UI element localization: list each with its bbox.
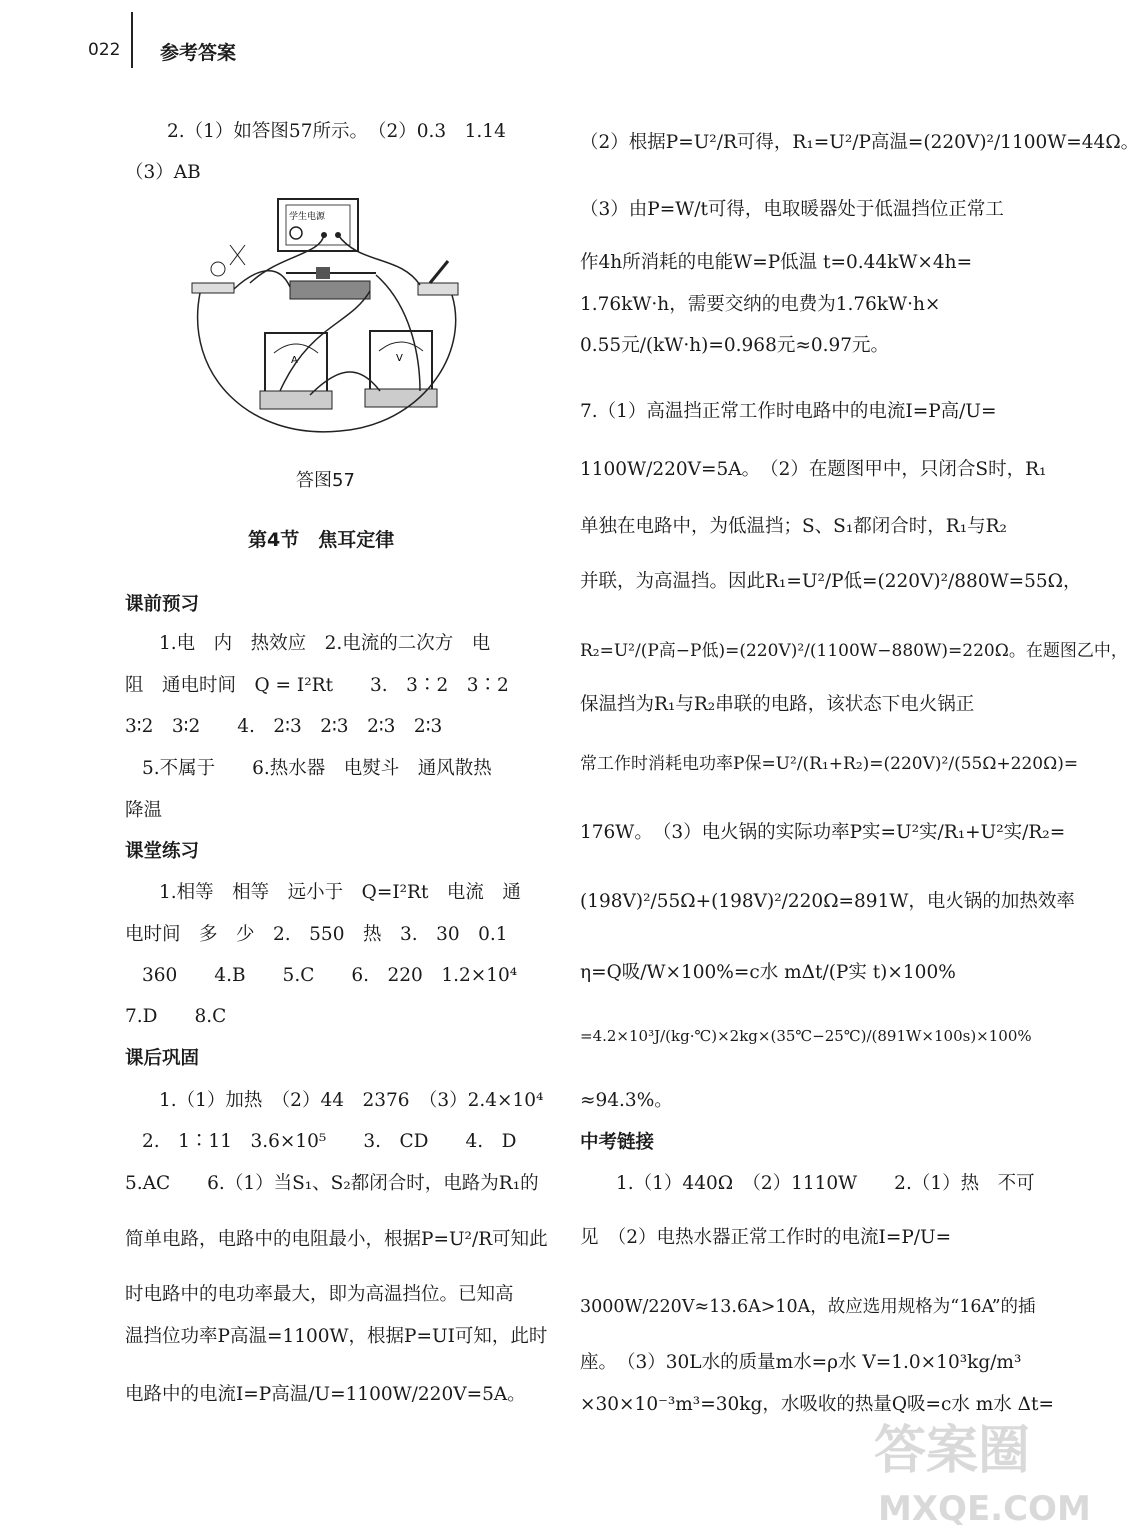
circuit-diagram (190, 195, 480, 449)
answer-line: 2.（1）如答图57所示。 （2）0.3 1.14 (167, 121, 506, 142)
answer-line: （3）AB (125, 162, 201, 183)
watermark-logo (868, 1398, 1091, 1533)
svg-text:MXQE.COM: MXQE.COM (878, 1489, 1091, 1529)
answer-line: （2）根据P=U²/R可得，R₁=U²/P高温=(220V)²/1100W=44Ω。 (580, 132, 1139, 153)
answer-line: 见 （2）电热水器正常工作时的电流I=P/U= (580, 1227, 952, 1248)
answer-line: 176W。 （3）电火锅的实际功率P实=U²实/R₁+U²实/R₂= (580, 822, 1066, 843)
answer-line: R₂=U²/(P高−P低)=(220V)²/(1100W−880W)=220Ω。在题图乙中， (580, 641, 1128, 661)
answer-line: 温挡位功率P高温=1100W，根据P=UI可知，此时 (125, 1326, 548, 1347)
answer-line: 常工作时消耗电功率P保=U²/(R₁+R₂)=(220V)²/(55Ω+220Ω)= (580, 754, 1079, 774)
figure-caption: 答图57 (296, 470, 355, 491)
answer-line: 1.（1）440Ω （2）1110W 2.（1）热 不可 (616, 1173, 1035, 1194)
page-number: 022 (88, 40, 121, 60)
power-supply-label: 学生电源 (289, 212, 326, 222)
subsection-heading: 课堂练习 (125, 841, 200, 862)
answer-line: (198V)²/55Ω+(198V)²/220Ω=891W，电火锅的加热效率 (580, 891, 1075, 912)
answer-line: 3∶2 3∶2 4. 2∶3 2∶3 2∶3 2∶3 (125, 716, 443, 737)
answer-line: 0.55元/(kW·h)=0.968元≈0.97元。 (580, 335, 890, 356)
answer-line: 1.（1）加热 （2）44 2376 （3）2.4×10⁴ (159, 1090, 544, 1111)
section-title: 第4节 焦耳定律 (248, 529, 395, 551)
header-divider (131, 12, 133, 68)
svg-text:A: A (291, 355, 298, 366)
subsection-heading: 中考链接 (580, 1132, 655, 1153)
subsection-heading: 课前预习 (125, 594, 200, 615)
answer-line: 360 4.B 5.C 6. 220 1.2×10⁴ (142, 965, 518, 986)
answer-line: 作4h所消耗的电能W=P低温 t=0.44kW×4h= (580, 252, 973, 273)
answer-line: 并联，为高温挡。因此R₁=U²/P低=(220V)²/880W=55Ω， (580, 571, 1082, 592)
answer-line: 电路中的电流I=P高温/U=1100W/220V=5A。 (125, 1384, 526, 1405)
answer-line: 3000W/220V≈13.6A>10A，故应选用规格为“16A”的插 (580, 1297, 1036, 1317)
answer-line: 降温 (125, 800, 163, 821)
answer-line: 时电路中的电功率最大，即为高温挡位。已知高 (125, 1284, 514, 1305)
answer-line: （3）由P=W/t可得，电取暖器处于低温挡位正常工 (580, 199, 1004, 220)
answer-line: 1100W/220V=5A。 （2）在题图甲中，只闭合S时，R₁ (580, 459, 1047, 480)
answer-line: 7.D 8.C (125, 1006, 227, 1027)
svg-text:答案圈: 答案圈 (874, 1421, 1031, 1481)
subsection-heading: 课后巩固 (125, 1048, 200, 1069)
answer-line: 1.相等 相等 远小于 Q=I²Rt 电流 通 (159, 882, 521, 903)
answer-line: 5.不属于 6.热水器 电熨斗 通风散热 (142, 758, 492, 779)
answer-line: ×30×10⁻³m³=30kg，水吸收的热量Q吸=c水 m水 Δt= (580, 1394, 1054, 1415)
answer-line: 简单电路，电路中的电阻最小，根据P=U²/R可知此 (125, 1229, 548, 1250)
answer-line: =4.2×10³J/(kg·℃)×2kg×(35℃−25℃)/(891W×100s)×100% (580, 1027, 1032, 1045)
answer-line: 2. 1∶11 3.6×10⁵ 3. CD 4. D (142, 1131, 517, 1152)
answer-line: 1.76kW·h，需要交纳的电费为1.76kW·h× (580, 294, 941, 315)
answer-line: 单独在电路中，为低温挡；S、S₁都闭合时，R₁与R₂ (580, 516, 1007, 537)
answer-line: ≈94.3%。 (580, 1090, 673, 1111)
answer-line: 1.电 内 热效应 2.电流的二次方 电 (159, 633, 491, 654)
answer-line: 电时间 多 少 2. 550 热 3. 30 0.1 (125, 924, 508, 945)
answer-line: 5.AC 6.（1）当S₁、S₂都闭合时，电路为R₁的 (125, 1173, 539, 1194)
svg-text:V: V (396, 353, 403, 364)
answer-line: 7.（1）高温挡正常工作时电路中的电流I=P高/U= (580, 401, 997, 422)
answer-line: η=Q吸/W×100%=c水 mΔt/(P实 t)×100% (580, 962, 956, 983)
page-header-title: 参考答案 (160, 42, 237, 64)
answer-line: 保温挡为R₁与R₂串联的电路，该状态下电火锅正 (580, 694, 975, 715)
answer-line: 阻 通电时间 Q = I²Rt 3. 3∶2 3∶2 (125, 675, 509, 696)
answer-line: 座。 （3）30L水的质量m水=ρ水 V=1.0×10³kg/m³ (580, 1352, 1022, 1373)
